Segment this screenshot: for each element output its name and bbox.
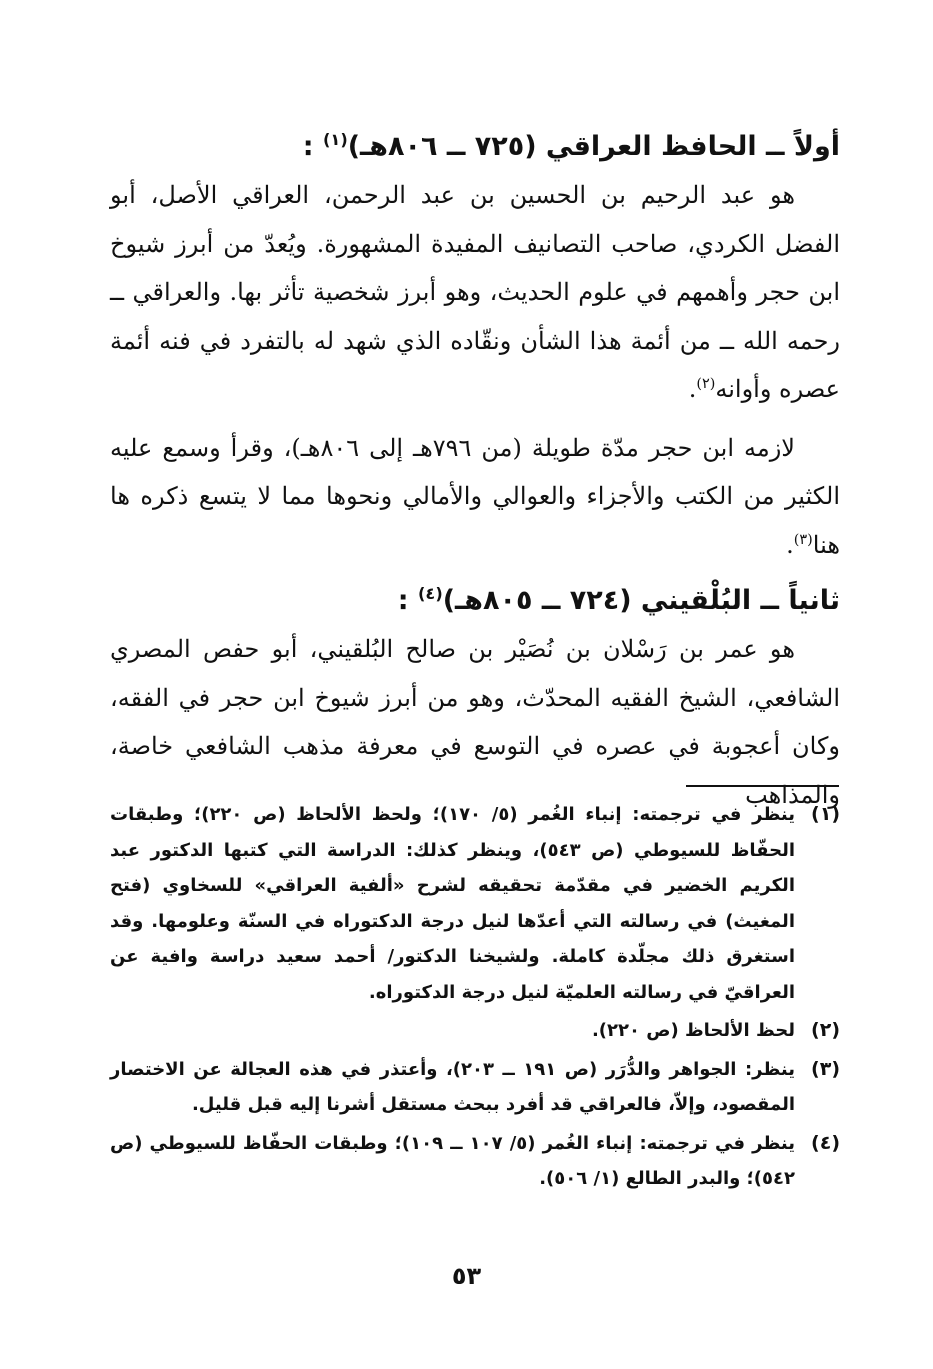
paragraph-text: لازمه ابن حجر مدّة طويلة (من ٧٩٦هـ إلى ٨٠٦هـ)، وقرأ وسمع عليه الكثير من الكتب والأجزاء والعوالي والأمالي ونحوها مما لا يتسع ذكره ها هنا xyxy=(110,433,840,559)
page-number: ٥٣ xyxy=(451,1262,482,1290)
footnote-ref: (٢) xyxy=(696,376,716,392)
paragraph-bulqini-bio xyxy=(110,625,840,819)
paragraph-end: . xyxy=(786,530,794,559)
heading-colon: : xyxy=(302,131,314,162)
footnote-separator xyxy=(686,785,839,787)
paragraph-text: هو عبد الرحيم بن الحسين بن عبد الرحمن، العراقي الأصل، أبو الفضل الكردي، صاحب التصانيف المفيدة المشهورة. ويُعدّ من أبرز شيوخ ابن حجر وأهمهم في علوم الحديث، وهو أبرز شخصية تأثر بها. والعراقي ــ رحمه الله ــ من أئمة هذا الشأن ونقّاده الذي شهد له بالتفرد في فنه أئمة عصره وأوانه xyxy=(110,181,840,403)
footnote-number: (٢) xyxy=(811,1019,840,1041)
paragraph-end: . xyxy=(688,375,697,403)
main-text xyxy=(110,125,840,819)
section-heading-iraqi xyxy=(110,125,840,169)
footnote-number: (٤) xyxy=(811,1131,840,1154)
footnote-text: لحظ الألحاظ (ص ٢٢٠). xyxy=(591,1020,795,1041)
heading-text: أولاً ــ الحافظ العراقي (٧٢٥ ــ ٨٠٦هـ) xyxy=(347,131,840,162)
paragraph-iraqi-study xyxy=(110,424,840,570)
footnote-text: ينظر في ترجمته: إنباء الغُمر (٥/ ١٧٠)؛ ولحظ الألحاظ (ص ٢٢٠)؛ وطبقات الحفّاظ للسيوطي (ص ٥٤٣)، وينظر كذلك: الدراسة التي كتبها الدكتور عبد الكريم الخضير في مقدّمة تحقيقه لشرح «ألفية العراقي» للسخاوي (فتح المغيث) في رسالته التي أعدّها لنيل درجة الدكتوراه في السنّة وعلومها. وقد استغرق ذلك مجلّدة كاملة. ولشيخنا الدكتور/ أحمد سعيد دراسة وافية عن العراقيّ في رسالته العلميّة لنيل درجة الدكتوراه. xyxy=(110,804,796,1003)
footnote-ref: (١) xyxy=(323,130,348,149)
footnote-ref: (٣) xyxy=(793,531,813,548)
footnote-item xyxy=(110,1052,840,1123)
footnotes xyxy=(110,797,840,1200)
footnote-item xyxy=(110,1126,840,1197)
heading-text: ثانياً ــ البُلْقيني (٧٢٤ ــ ٨٠٥هـ) xyxy=(442,585,840,616)
section-heading-bulqini xyxy=(110,579,840,623)
footnote-number: (٣) xyxy=(811,1057,840,1080)
footnote-text: ينظر في ترجمته: إنباء الغُمر (٥/ ١٠٧ ــ ١٠٩)؛ وطبقات الحفّاظ للسيوطي (ص ٥٤٢)؛ والبدر الطالع (١/ ٥٠٦). xyxy=(110,1132,795,1189)
paragraph-iraqi-bio xyxy=(110,171,840,414)
footnote-number: (١) xyxy=(811,803,840,825)
footnote-ref: (٤) xyxy=(418,584,443,603)
paragraph-text: هو عمر بن رَسْلان بن نُصَيْر بن صالح البُلقيني، أبو حفص المصري الشافعي، الشيخ الفقيه المحدّث، وهو من أبرز شيوخ ابن حجر في الفقه، وكان أعجوبة في عصره في التوسع في معرفة مذهب الشافعي خاصة، والمذاهب xyxy=(110,635,841,809)
footnote-item xyxy=(110,1013,840,1049)
heading-colon: : xyxy=(397,585,409,616)
footnote-text: ينظر: الجواهر والدُّرَر (ص ١٩١ ــ ٢٠٣)، وأعتذر في هذه العجالة عن الاختصار المقصود، وإلاّ، فالعراقي قد أفرد ببحث مستقل أشرنا إليه قبل قليل. xyxy=(110,1058,795,1115)
footnote-item xyxy=(110,797,840,1010)
